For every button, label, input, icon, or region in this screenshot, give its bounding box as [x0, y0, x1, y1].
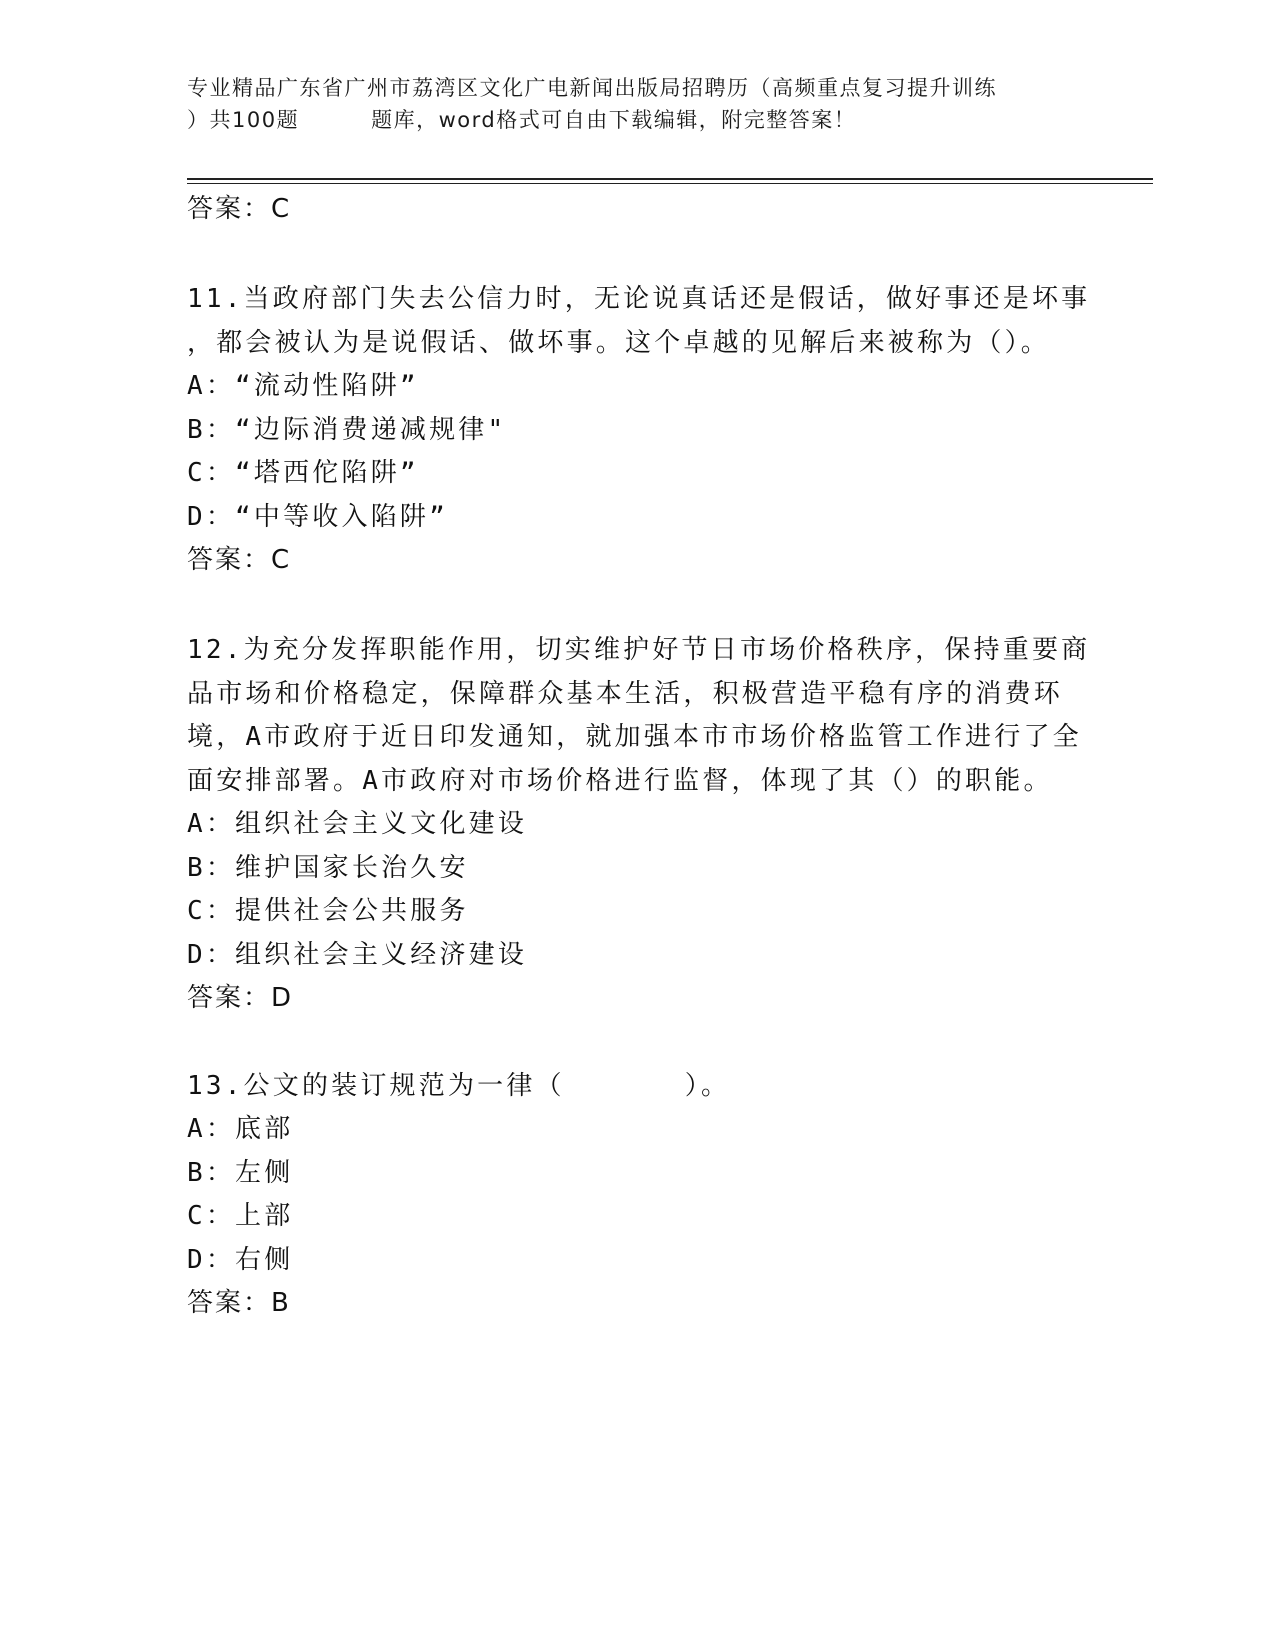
header-line-2-start: ）共100题 — [187, 108, 300, 132]
q11-option-a: A：“流动性陷阱” — [187, 371, 419, 401]
q11-stem-line-1: 11.当政府部门失去公信力时，无论说真话还是假话，做好事还是坏事 — [187, 284, 1091, 314]
q12-option-d: D：组织社会主义经济建设 — [187, 940, 528, 970]
q12-stem-line-1: 12.为充分发挥职能作用，切实维护好节日市场价格秩序，保持重要商 — [187, 635, 1091, 665]
q12-stem-line-4: 面安排部署。A市政府对市场价格进行监督，体现了其（）的职能。 — [187, 766, 1053, 796]
q12-stem-line-3: 境，A市政府于近日印发通知，就加强本市市场价格监管工作进行了全 — [187, 722, 1082, 752]
header-line-1: 专业精品广东省广州市荔湾区文化广电新闻出版局招聘历（高频重点复习提升训练 — [187, 76, 997, 100]
q11-option-c: C：“塔西佗陷阱” — [187, 458, 419, 488]
header-rule-bottom — [187, 183, 1153, 184]
q12-option-b: B：维护国家长治久安 — [187, 853, 469, 883]
q13-stem-end: ）。 — [684, 1071, 731, 1101]
q11-option-d: D：“中等收入陷阱” — [187, 502, 448, 532]
prev-answer: 答案：C — [187, 194, 292, 224]
header-rule-top — [187, 178, 1153, 180]
q12-answer: 答案：D — [187, 983, 294, 1013]
header-line-2 — [187, 104, 1087, 136]
q11-stem-line-2: ，都会被认为是说假话、做坏事。这个卓越的见解后来被称为（）。 — [187, 328, 1051, 358]
q11-option-b: B：“边际消费递减规律" — [187, 415, 507, 445]
q13-stem — [187, 1069, 730, 1103]
page-header — [187, 72, 1087, 136]
q13-option-b: B：左侧 — [187, 1158, 294, 1188]
q13-option-c: C：上部 — [187, 1201, 294, 1231]
q12-stem-line-2: 品市场和价格稳定，保障群众基本生活，积极营造平稳有序的消费环 — [187, 679, 1064, 709]
q12-option-c: C：提供社会公共服务 — [187, 896, 469, 926]
q13-stem-start: 13.公文的装订规范为一律（ — [187, 1071, 565, 1101]
q13-option-a: A：底部 — [187, 1114, 294, 1144]
q13-option-d: D：右侧 — [187, 1245, 294, 1275]
q13-answer: 答案：B — [187, 1288, 291, 1318]
header-line-2-end: 题库，word格式可自由下载编辑，附完整答案！ — [371, 108, 857, 132]
q11-answer: 答案：C — [187, 545, 292, 575]
q12-option-a: A：组织社会主义文化建设 — [187, 809, 528, 839]
